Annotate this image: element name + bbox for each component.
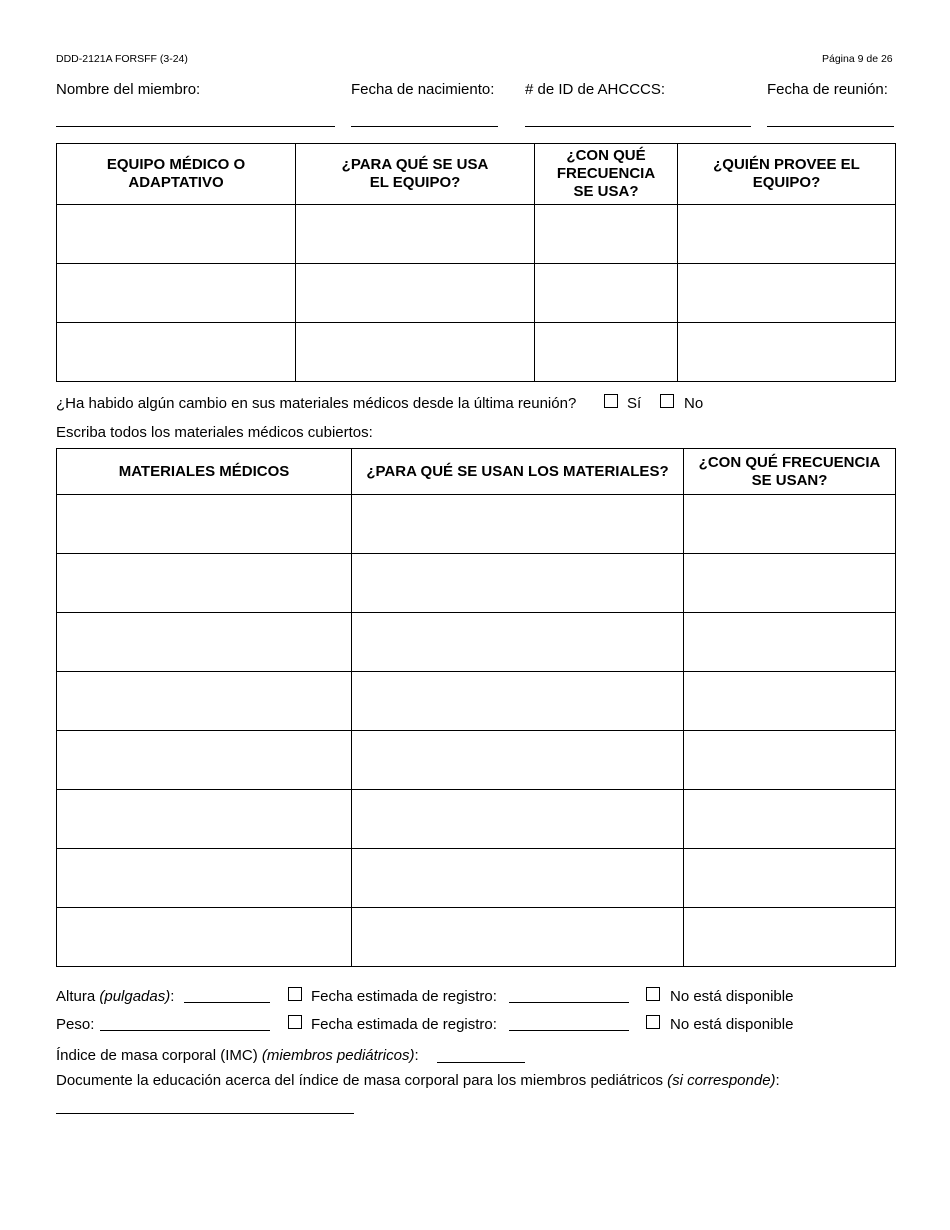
table-row — [57, 554, 896, 613]
supplies-cell[interactable] — [57, 689, 351, 713]
equipment-cell[interactable] — [535, 222, 677, 246]
supplies-cell[interactable] — [57, 512, 351, 536]
height-label-group: Altura (pulgadas): — [56, 988, 175, 1005]
weight-label: Peso: — [56, 1016, 95, 1033]
height-estimated-checkbox[interactable] — [288, 987, 302, 1001]
equipment-cell[interactable] — [535, 281, 677, 305]
equipment-cell[interactable] — [296, 340, 534, 364]
supplies-cell[interactable] — [352, 925, 683, 949]
height-estimated-date-label: Fecha estimada de registro: — [311, 988, 497, 1005]
height-estimated-date-field[interactable] — [509, 986, 629, 1003]
bmi-education-group: Documente la educación acerca del índice de masa corporal para los miembros pediátricos (si corresponde): — [56, 1072, 780, 1089]
weight-estimated-date-label: Fecha estimada de registro: — [311, 1016, 497, 1033]
member-name-field[interactable] — [56, 110, 335, 127]
equipment-cell[interactable] — [57, 281, 295, 305]
bmi-education-note: (si corresponde) — [667, 1072, 776, 1089]
height-label: Altura — [56, 988, 96, 1005]
table-row — [57, 323, 896, 382]
ahcccs-id-label: # de ID de AHCCCS: — [525, 81, 666, 98]
table-row — [57, 731, 896, 790]
supplies-cell[interactable] — [352, 748, 683, 772]
equipment-header-purpose: ¿PARA QUÉ SE USA EL EQUIPO? — [296, 144, 535, 205]
table-row — [57, 908, 896, 967]
yes-checkbox[interactable] — [604, 394, 618, 408]
ahcccs-id-field[interactable] — [525, 110, 751, 127]
table-row — [57, 205, 896, 264]
supplies-cell[interactable] — [684, 925, 895, 949]
equipment-header-frequency: ¿CON QUÉ FRECUENCIA SE USA? — [535, 144, 678, 205]
bmi-education-text: Documente la educación acerca del índice de masa corporal para los miembros pediátricos — [56, 1072, 663, 1089]
table-row — [57, 495, 896, 554]
equipment-cell[interactable] — [296, 222, 534, 246]
no-checkbox[interactable] — [660, 394, 674, 408]
supplies-header-purpose: ¿PARA QUÉ SE USAN LOS MATERIALES? — [352, 449, 684, 495]
meeting-date-field[interactable] — [767, 110, 894, 127]
table-row — [57, 672, 896, 731]
yes-label: Sí — [627, 395, 642, 412]
supplies-cell[interactable] — [684, 512, 895, 536]
supplies-cell[interactable] — [57, 807, 351, 831]
supplies-cell[interactable] — [684, 748, 895, 772]
weight-estimated-date-field[interactable] — [509, 1014, 629, 1031]
table-row — [57, 790, 896, 849]
supplies-cell[interactable] — [57, 866, 351, 890]
table-row — [57, 613, 896, 672]
height-unit: (pulgadas) — [99, 988, 171, 1005]
equipment-cell[interactable] — [678, 222, 895, 246]
supplies-cell[interactable] — [57, 748, 351, 772]
supplies-cell[interactable] — [684, 689, 895, 713]
supplies-cell[interactable] — [57, 630, 351, 654]
table-row — [57, 849, 896, 908]
weight-estimated-checkbox[interactable] — [288, 1015, 302, 1029]
supplies-header-item: MATERIALES MÉDICOS — [57, 449, 352, 495]
bmi-field[interactable] — [437, 1046, 525, 1063]
supplies-header-frequency: ¿CON QUÉ FRECUENCIA SE USAN? — [684, 449, 896, 495]
supplies-cell[interactable] — [352, 512, 683, 536]
supplies-cell[interactable] — [352, 630, 683, 654]
supplies-cell[interactable] — [684, 630, 895, 654]
supplies-cell[interactable] — [684, 571, 895, 595]
bmi-label: Índice de masa corporal (IMC) — [56, 1047, 258, 1064]
equipment-header-provider: ¿QUIÉN PROVEE EL EQUIPO? — [678, 144, 896, 205]
height-not-available-label: No está disponible — [670, 988, 794, 1005]
supplies-change-question: ¿Ha habido algún cambio en sus materiales médicos desde la última reunión? — [56, 395, 577, 412]
equipment-cell[interactable] — [296, 281, 534, 305]
no-label: No — [684, 395, 704, 412]
equipment-cell[interactable] — [678, 281, 895, 305]
member-name-label: Nombre del miembro: — [56, 81, 201, 98]
supplies-table — [56, 448, 896, 967]
supplies-cell[interactable] — [684, 807, 895, 831]
weight-not-available-label: No está disponible — [670, 1016, 794, 1033]
supplies-cell[interactable] — [352, 866, 683, 890]
dob-field[interactable] — [351, 110, 498, 127]
weight-not-available-checkbox[interactable] — [646, 1015, 660, 1029]
table-row — [57, 264, 896, 323]
height-not-available-checkbox[interactable] — [646, 987, 660, 1001]
equipment-header-device: EQUIPO MÉDICO O ADAPTATIVO — [57, 144, 296, 205]
height-field[interactable] — [184, 986, 270, 1003]
supplies-intro: Escriba todos los materiales médicos cubiertos: — [56, 424, 373, 441]
bmi-label-group: Índice de masa corporal (IMC) (miembros pediátricos): — [56, 1047, 419, 1064]
equipment-table — [56, 143, 896, 382]
form-code: DDD-2121A FORSFF (3-24) — [56, 53, 188, 65]
supplies-cell[interactable] — [57, 571, 351, 595]
meeting-date-label: Fecha de reunión: — [767, 81, 888, 98]
supplies-cell[interactable] — [684, 866, 895, 890]
weight-field[interactable] — [100, 1014, 270, 1031]
page-number: Página 9 de 26 — [822, 53, 893, 65]
equipment-cell[interactable] — [678, 340, 895, 364]
equipment-cell[interactable] — [57, 222, 295, 246]
equipment-cell[interactable] — [57, 340, 295, 364]
bmi-note: (miembros pediátricos) — [261, 1047, 415, 1064]
supplies-cell[interactable] — [352, 807, 683, 831]
supplies-cell[interactable] — [352, 689, 683, 713]
dob-label: Fecha de nacimiento: — [351, 81, 495, 98]
equipment-cell[interactable] — [535, 340, 677, 364]
supplies-cell[interactable] — [352, 571, 683, 595]
bmi-education-field[interactable] — [56, 1097, 354, 1114]
supplies-cell[interactable] — [57, 925, 351, 949]
